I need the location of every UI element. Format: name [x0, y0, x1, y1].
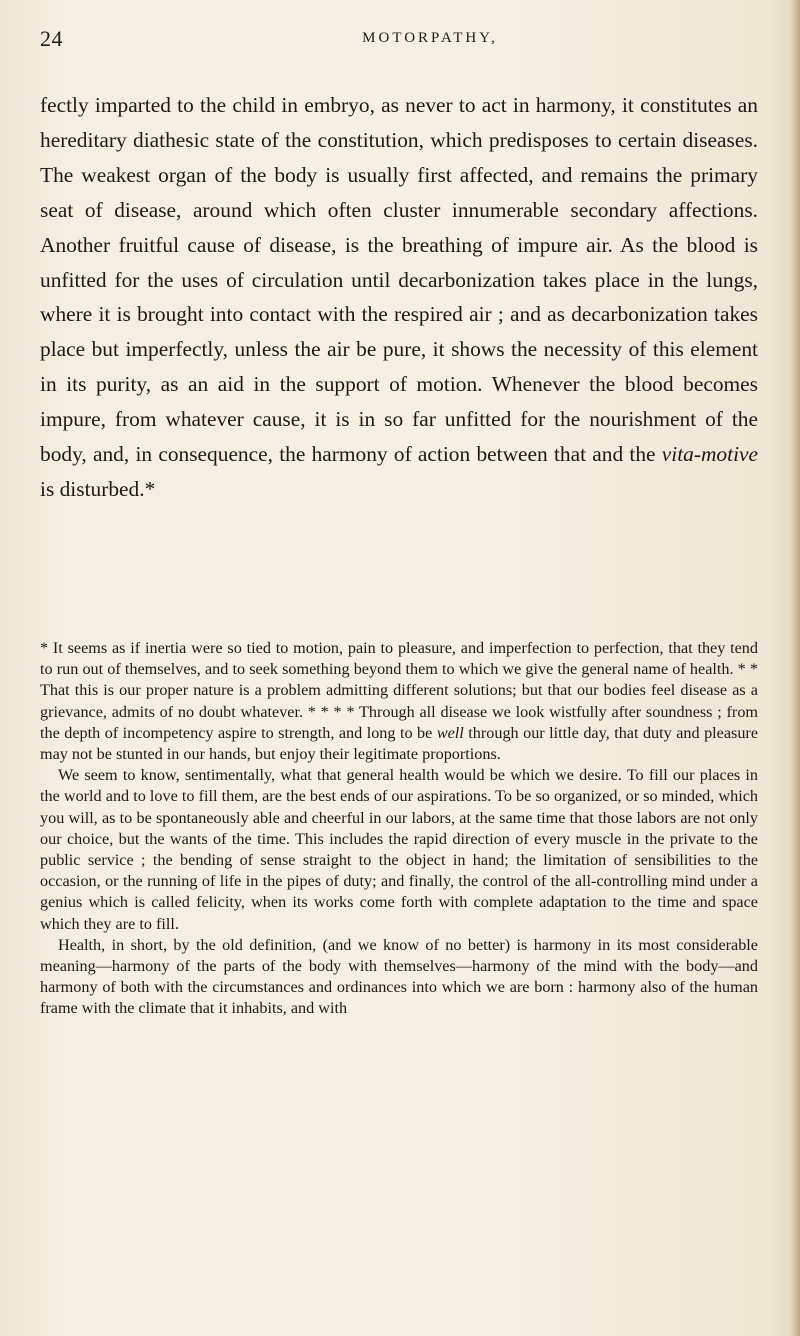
body-italic-term: vita-motive	[661, 442, 758, 467]
page-number: 24	[40, 26, 63, 51]
footnote-p1-part-1: * It seems as if inertia were so tied to motion, pain to pleasure, and imperfection to perfection, that they tend to run out of themselves, and to seek something beyond them to which we give the general name of health. * * That this is our proper nature is a problem admitting different solutions; but that our bodies feel disease as a grievance, admits of no doubt whatever. * * * * Through all disease we look wistfully after soundness ; from the depth of incompetency aspire to strength, and long to be	[40, 639, 758, 742]
body-text-part-2: is disturbed.*	[40, 476, 156, 501]
footnote	[40, 638, 758, 1020]
footnote-p1-part-2: through our little day, that duty and pleasure may not be stunted in our hands, but enjoy their legitimate proportions.	[40, 723, 758, 764]
footnote-paragraph-2: We seem to know, sentimentally, what that general health would be which we desire. To fill our places in the world and to love to fill them, are the best ends of our aspirations. To be so organized, or so minded, which you will, as to be spontaneously able and cheerful in our labors, at the same time that those labors are not only our choice, but the wants of the time. This includes the rapid direction of every muscle in the private to the public service ; the bending of sense straight to the object in hand; the limitation of sensibilities to the occasion, or the running of life in the pipes of duty; and finally, the control of the all-controlling mind under a genius which is called felicity, when its works come forth with complete adaptation to the time and space which they are to fill.	[40, 766, 758, 933]
running-head: MOTORPATHY,	[362, 30, 498, 46]
footnote-italic-term: well	[436, 723, 464, 742]
page-header	[40, 18, 760, 52]
footnote-paragraph-1	[40, 638, 758, 765]
footnote-paragraph-3: Health, in short, by the old definition, (and we know of no better) is harmony in its most considerable meaning—harmony of the parts of the body with themselves—harmony of the mind with the body—and harmony of both with the circumstances and ordinances into which we are born : harmony also of the human frame with the climate that it inhabits, and with	[40, 935, 758, 1018]
body-text-part-1: fectly imparted to the child in embryo, as never to act in harmony, it constitutes an hereditary diathesic state of the constitution, which predisposes to certain diseases. The weakest organ of the body is usually first affected, and remains the primary seat of disease, around which often cluster innumerable secondary affections. Another fruitful cause of disease, is the breathing of impure air. As the blood is unfitted for the uses of circulation until decarbonization takes place in the lungs, where it is brought into contact with the respired air ; and as decarbonization takes place but imperfectly, unless the air be pure, it shows the necessity of this element in its purity, as an aid in the support of motion. Whenever the blood becomes impure, from whatever cause, it is in so far unfitted for the nourishment of the body, and, in consequence, the harmony of action between that and the	[40, 93, 758, 467]
body-text	[40, 88, 758, 507]
page-edge-shadow	[790, 0, 800, 1336]
body-paragraph	[40, 88, 758, 507]
